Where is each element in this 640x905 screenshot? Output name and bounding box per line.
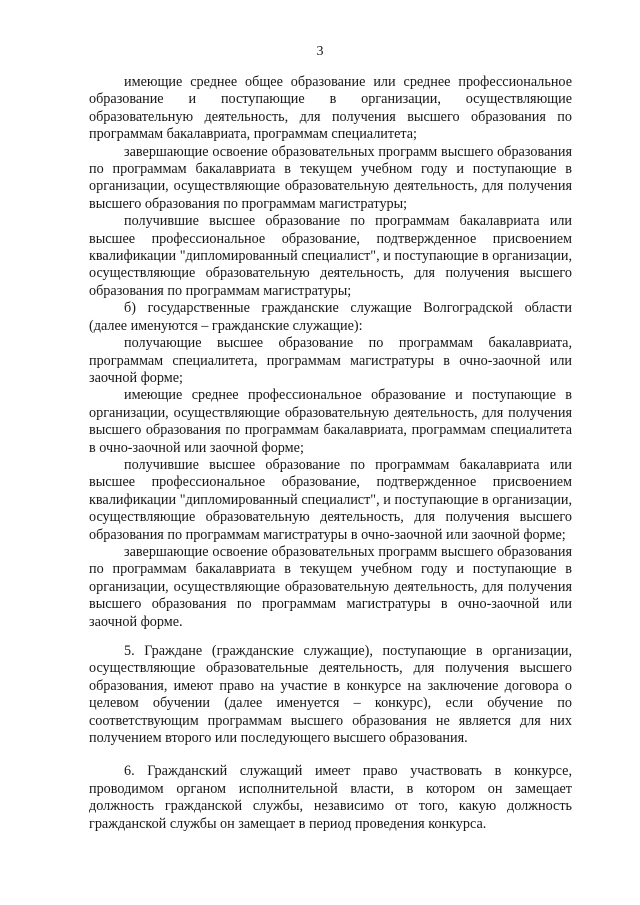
paragraph-7: получившие высшее образование по программам бакалавриата или высшее профессиональное образование, подтвержденное присвоением квалификации "дипломированный специалист", и поступающие в организации, осуществляющие образовательную деятельность, для получения высшего образования по программам магистратуры в очно-заочной или заочной форме; [89,456,572,543]
paragraph-1: имеющие среднее общее образование или среднее профессиональное образование и поступающие в организации, осуществляющие образовательную деятельность, для получения высшего образования по программам бакалавриата, программам специалитета; [89,74,572,143]
paragraph-2: завершающие освоение образовательных программ высшего образования по программам бакалавриата в текущем учебном году и поступающие в организации, осуществляющие образовательную деятельность, для получения высшего образования по программам магистратуры; [89,143,572,212]
paragraph-6: имеющие среднее профессиональное образование и поступающие в организации, осуществляющие образовательную деятельность, для получения высшего образования по программам бакалавриата, программам специалитета в очно-заочной или заочной форме; [89,387,572,456]
paragraph-10: 6. Гражданский служащий имеет право участвовать в конкурсе, проводимом органом исполнительной власти, в котором он замещает должность гражданской службы, независимо от того, какую должность гражданской службы он замещает в период проведения конкурса. [89,763,572,832]
paragraph-5: получающие высшее образование по программам бакалавриата, программам специалитета, программам магистратуры в очно-заочной или заочной форме; [89,335,572,386]
paragraph-9: 5. Граждане (гражданские служащие), поступающие в организации, осуществляющие образовательные деятельность, для получения высшего образования, имеют право на участие в конкурсе на заключение договора о целевом обучении (далее именуется – конкурс), если обучение по соответствующим программам высшего образования не является для них получением второго или последующего высшего образования. [89,643,572,747]
paragraph-3: получившие высшее образование по программам бакалавриата или высшее профессиональное образование, подтвержденное присвоением квалификации "дипломированный специалист", и поступающие в организации, осуществляющие образовательную деятельность, для получения высшего образования по программам магистратуры; [89,213,572,299]
paragraph-8: завершающие освоение образовательных программ высшего образования по программам бакалавриата в текущем учебном году и поступающие в организации, осуществляющие образовательную деятельность, для получения высшего образования по программам магистратуры в очно-заочной или заочной форме. [89,543,572,630]
document-body [89,74,572,833]
paragraph-4: б) государственные гражданские служащие Волгоградской области (далее именуются – гражданские служащие): [89,300,572,334]
page-number: 3 [316,44,324,59]
